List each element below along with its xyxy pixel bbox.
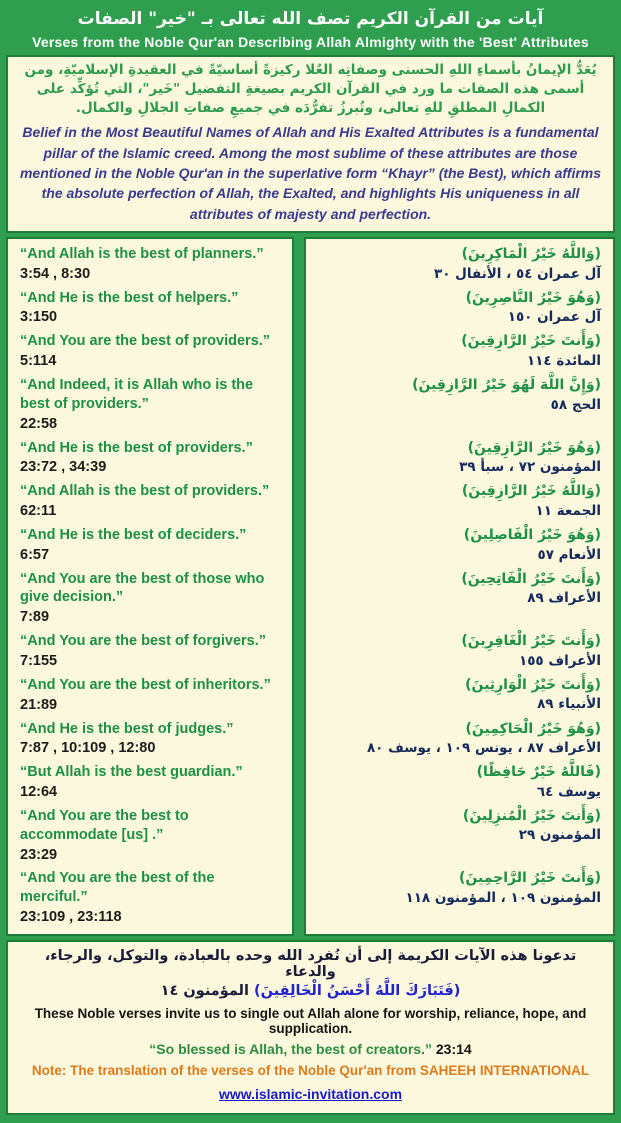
verse-translation-cell bbox=[6, 237, 294, 287]
verse-arabic-cell bbox=[304, 761, 615, 805]
verse-arabic-cell bbox=[304, 630, 615, 674]
verse-translation-cell bbox=[6, 630, 294, 674]
verse-arabic-text: (وَأَنتَ خَيْرُ الْمُنزِلِينَ) bbox=[462, 807, 601, 824]
verse-translation-text: “But Allah is the best guardian.” bbox=[20, 764, 243, 781]
verse-row bbox=[6, 524, 615, 568]
footer-panel bbox=[6, 940, 615, 1115]
verse-arabic-text: (وَاللَّهُ خَيْرُ الْمَاكِرِينَ) bbox=[461, 245, 601, 262]
verse-reference-english: 7:155 bbox=[20, 652, 58, 669]
verse-arabic-text: (وَأَنتَ خَيْرُ الرَّازِقِينَ) bbox=[461, 333, 601, 350]
verse-translation-cell bbox=[6, 761, 294, 805]
verse-row bbox=[6, 805, 615, 868]
footer-blessed-reference: 23:14 bbox=[435, 1040, 472, 1057]
verse-reference-english: 7:87 , 10:109 , 12:80 bbox=[20, 740, 156, 757]
verse-arabic-cell bbox=[304, 805, 615, 868]
verse-row bbox=[6, 330, 615, 374]
verse-arabic-cell bbox=[304, 568, 615, 631]
verse-arabic-cell bbox=[304, 867, 615, 936]
verse-reference-english: 21:89 bbox=[20, 696, 58, 713]
footer-invite-arabic: تدعونا هذه الآيات الكريمة إلى أن نُفرد الله وحده بالعبادة، والتوكل، والرجاء، والدعاء bbox=[44, 947, 577, 980]
verse-reference-english: 23:109 , 23:118 bbox=[20, 909, 122, 926]
verse-translation-text: “And He is the best of judges.” bbox=[20, 720, 234, 737]
verse-translation-text: “And You are the best of providers.” bbox=[20, 333, 271, 350]
verse-translation-text: “And You are the best of those who give decision.” bbox=[20, 570, 265, 606]
verse-row bbox=[6, 480, 615, 524]
verses-table bbox=[6, 237, 615, 936]
verse-reference-english: 62:11 bbox=[20, 503, 57, 520]
verse-arabic-text: (وَإِنَّ اللَّهَ لَهُوَ خَيْرُ الرَّازِقِينَ) bbox=[412, 377, 601, 394]
verse-arabic-text: (وَأَنتَ خَيْرُ الرَّاحِمِينَ) bbox=[459, 870, 601, 887]
verse-arabic-text: (فَاللَّهُ خَيْرٌ حَافِظًا) bbox=[476, 764, 601, 781]
page-title-english: Verses from the Noble Qur'an Describing Allah Almighty with the 'Best' Attributes bbox=[32, 34, 589, 50]
verse-translation-cell bbox=[6, 867, 294, 936]
website-link[interactable]: www.islamic-invitation.com bbox=[218, 1085, 403, 1102]
verse-arabic-cell bbox=[304, 480, 615, 524]
verse-translation-cell bbox=[6, 287, 294, 331]
verse-translation-text: “And You are the best to accommodate [us] .” bbox=[20, 807, 189, 843]
verse-reference-arabic: الأنبياء ٨٩ bbox=[537, 696, 601, 713]
verse-arabic-text: (وَاللَّهُ خَيْرُ الرَّازِقِينَ) bbox=[461, 483, 601, 500]
verse-translation-text: “And Allah is the best of providers.” bbox=[20, 483, 270, 500]
verse-arabic-text: (وَأَنتَ خَيْرُ الْغَافِرِينَ) bbox=[461, 633, 601, 650]
verse-reference-english: 3:150 bbox=[20, 309, 58, 326]
verse-translation-text: “And He is the best of providers.” bbox=[20, 439, 253, 456]
verse-reference-arabic: الأعراف ١٥٥ bbox=[518, 652, 601, 669]
verse-reference-arabic: آل عمران ١٥٠ bbox=[507, 309, 601, 326]
footer-verse-reference: المؤمنون ١٤ bbox=[160, 982, 249, 999]
verse-translation-cell bbox=[6, 805, 294, 868]
verse-row bbox=[6, 237, 615, 287]
footer-link-row bbox=[18, 1086, 603, 1104]
verse-arabic-cell bbox=[304, 718, 615, 762]
verse-row bbox=[6, 287, 615, 331]
verse-arabic-text: (وَأَنتَ خَيْرُ الْفَاتِحِينَ) bbox=[461, 570, 601, 587]
verse-reference-english: 12:64 bbox=[20, 784, 58, 801]
verse-reference-english: 23:29 bbox=[20, 846, 58, 863]
verse-reference-arabic: الأعراف ٨٧ ، يونس ١٠٩ ، يوسف ٨٠ bbox=[366, 740, 601, 757]
verse-reference-english: 6:57 bbox=[20, 546, 50, 563]
footer-verse-line bbox=[18, 983, 603, 999]
verse-arabic-cell bbox=[304, 287, 615, 331]
verse-reference-arabic: الجمعة ١١ bbox=[535, 502, 601, 519]
verse-row bbox=[6, 630, 615, 674]
verse-row bbox=[6, 437, 615, 481]
verse-translation-cell bbox=[6, 524, 294, 568]
verse-arabic-text: (وَأَنتَ خَيْرُ الْوَارِثِينَ) bbox=[465, 676, 601, 693]
page-title-arabic: آيات من القرآن الكريم تصف الله تعالى بـ "خير" الصفات bbox=[77, 9, 544, 29]
verse-arabic-text: (وَهُوَ خَيْرُ الْفَاصِلِينَ) bbox=[463, 526, 601, 543]
verse-translation-text: “And You are the best of forgivers.” bbox=[20, 633, 267, 650]
verse-arabic-text: (وَهُوَ خَيْرُ الْحَاكِمِينَ) bbox=[465, 720, 601, 737]
verse-translation-cell bbox=[6, 374, 294, 437]
verse-arabic-cell bbox=[304, 674, 615, 718]
intro-english-text: Belief in the Most Beautiful Names of Allah and His Exalted Attributes is a fundamental pillar of the Islamic creed. Among the most sublime of these attributes are those mentioned in the Noble Qur'an in the superlative form “Khayr” (the Best), which affirms the absolute perfection of Allah, the Exalted, and highlights His uniqueness in all attributes of majesty and perfection. bbox=[19, 124, 602, 222]
verse-translation-cell bbox=[6, 674, 294, 718]
verse-reference-english: 7:89 bbox=[20, 609, 50, 626]
verse-translation-cell bbox=[6, 437, 294, 481]
verse-reference-arabic: يوسف ٦٤ bbox=[536, 783, 601, 800]
verse-translation-cell bbox=[6, 718, 294, 762]
verse-reference-arabic: المؤمنون ٧٢ ، سبأ ٣٩ bbox=[459, 459, 601, 476]
verse-arabic-text: (وَهُوَ خَيْرُ النَّاصِرِينَ) bbox=[465, 289, 601, 306]
verse-translation-text: “And He is the best of helpers.” bbox=[20, 289, 239, 306]
verse-reference-english: 22:58 bbox=[20, 415, 58, 432]
verse-translation-text: “And You are the best of the merciful.” bbox=[20, 870, 215, 906]
footer-translation-note: Note: The translation of the verses of the Noble Qur'an from SAHEEH INTERNATIONAL bbox=[31, 1062, 590, 1078]
verse-reference-arabic: الحج ٥٨ bbox=[550, 396, 601, 413]
footer-blessed-line bbox=[18, 1041, 603, 1057]
verse-reference-english: 3:54 , 8:30 bbox=[20, 265, 91, 282]
verse-arabic-text: (وَهُوَ خَيْرُ الرَّازِقِينَ) bbox=[467, 439, 601, 456]
verse-translation-text: “And You are the best of inheritors.” bbox=[20, 676, 271, 693]
verse-reference-english: 5:114 bbox=[20, 353, 57, 370]
verse-reference-arabic: الأعراف ٨٩ bbox=[527, 590, 601, 607]
verse-reference-arabic: المائدة ١١٤ bbox=[526, 352, 601, 369]
verse-arabic-cell bbox=[304, 330, 615, 374]
verse-translation-text: “And He is the best of deciders.” bbox=[20, 526, 247, 543]
verse-reference-arabic: المؤمنون ١٠٩ ، المؤمنون ١١٨ bbox=[405, 890, 601, 907]
verse-translation-cell bbox=[6, 568, 294, 631]
verse-arabic-cell bbox=[304, 437, 615, 481]
verse-reference-arabic: آل عمران ٥٤ ، الأنفال ٣٠ bbox=[433, 265, 601, 282]
page-header bbox=[0, 0, 621, 55]
verse-reference-arabic: الأنعام ٥٧ bbox=[537, 546, 601, 563]
verse-translation-text: “And Allah is the best of planners.” bbox=[20, 245, 264, 262]
verse-reference-arabic: المؤمنون ٢٩ bbox=[518, 827, 601, 844]
verse-row bbox=[6, 568, 615, 631]
verse-arabic-cell bbox=[304, 524, 615, 568]
verse-row bbox=[6, 674, 615, 718]
verse-row bbox=[6, 761, 615, 805]
intro-arabic-text: يُعَدُّ الإيمانُ بأسماءِ اللهِ الحسنى وصفاتِه العُلا ركيزةً أساسيّةً في العقيدةِ الإسلاميّةِ، ومن أسمى هذه الصفات ما ورد في القرآن الكريم بصيغةِ التفضيل "خَير"، التي تُؤكِّد على الكمالِ المطلقِ للهِ تعالى، وتُبرزُ تفرُّدَه في جميعِ صفاتِ الجلالِ والكمال. bbox=[24, 62, 597, 117]
verse-reference-english: 23:72 , 34:39 bbox=[20, 459, 107, 476]
verse-row bbox=[6, 718, 615, 762]
footer-verse-arabic: (فَتَبَارَكَ اللَّهُ أَحْسَنُ الْخَالِقِينَ) bbox=[254, 982, 461, 999]
verse-row bbox=[6, 867, 615, 936]
verse-arabic-cell bbox=[304, 237, 615, 287]
footer-blessed-quote: “So blessed is Allah, the best of creators.” bbox=[149, 1040, 432, 1057]
verse-translation-cell bbox=[6, 330, 294, 374]
footer-invite-english: These Noble verses invite us to single out Allah alone for worship, reliance, hope, and supplication. bbox=[34, 1005, 587, 1036]
intro-panel bbox=[6, 55, 615, 233]
verse-arabic-cell bbox=[304, 374, 615, 437]
verse-row bbox=[6, 374, 615, 437]
verse-translation-text: “And Indeed, it is Allah who is the best of providers.” bbox=[20, 377, 254, 412]
verse-translation-cell bbox=[6, 480, 294, 524]
